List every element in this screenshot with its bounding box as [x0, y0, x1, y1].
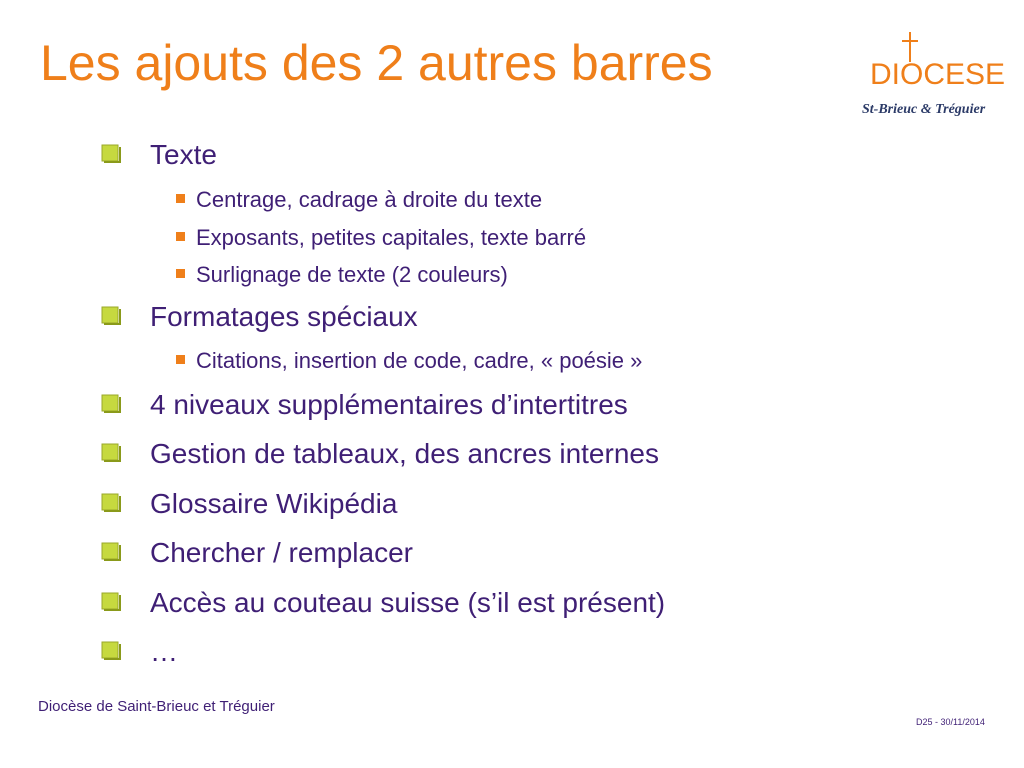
footer-slide-ref: D25 - 30/11/2014 — [916, 717, 985, 727]
bullet-text: 4 niveaux supplémentaires d’intertitres — [150, 389, 628, 420]
checkbox-bullet-icon — [100, 591, 120, 611]
sub-bullet-text: Surlignage de texte (2 couleurs) — [196, 262, 508, 287]
checkbox-bullet-icon — [100, 143, 120, 163]
bullet-text: Accès au couteau suisse (s’il est présent) — [150, 587, 666, 618]
bullet-text: Glossaire Wikipédia — [150, 488, 398, 519]
checkbox-bullet-icon — [100, 442, 120, 462]
bullet-text: Chercher / remplacer — [150, 537, 413, 568]
square-bullet-icon — [176, 355, 185, 364]
logo-sub-text: St-Brieuc & Tréguier — [862, 102, 986, 117]
sub-bullet-text: Centrage, cadrage à droite du texte — [196, 187, 543, 212]
checkbox-bullet-icon — [100, 393, 120, 413]
checkbox-bullet-icon — [100, 640, 120, 660]
footer-organization: Diocèse de Saint-Brieuc et Tréguier — [38, 698, 275, 715]
checkbox-bullet-icon — [100, 492, 120, 512]
bullet-text: Formatages spéciaux — [150, 301, 418, 332]
square-bullet-icon — [176, 194, 185, 203]
bullet-text: … — [150, 636, 178, 667]
square-bullet-icon — [176, 232, 185, 241]
square-bullet-icon — [176, 269, 185, 278]
sub-bullet-text: Exposants, petites capitales, texte barré — [196, 225, 587, 250]
checkbox-bullet-icon — [100, 305, 120, 325]
bullet-text: Texte — [150, 139, 217, 170]
bullet-text: Gestion de tableaux, des ancres internes — [150, 438, 659, 469]
logo-main-text: DIOCESE — [870, 58, 1006, 91]
checkbox-bullet-icon — [100, 541, 120, 561]
sub-bullet-text: Citations, insertion de code, cadre, « poésie » — [196, 348, 643, 373]
slide-title: Les ajouts des 2 autres barres — [40, 35, 713, 91]
